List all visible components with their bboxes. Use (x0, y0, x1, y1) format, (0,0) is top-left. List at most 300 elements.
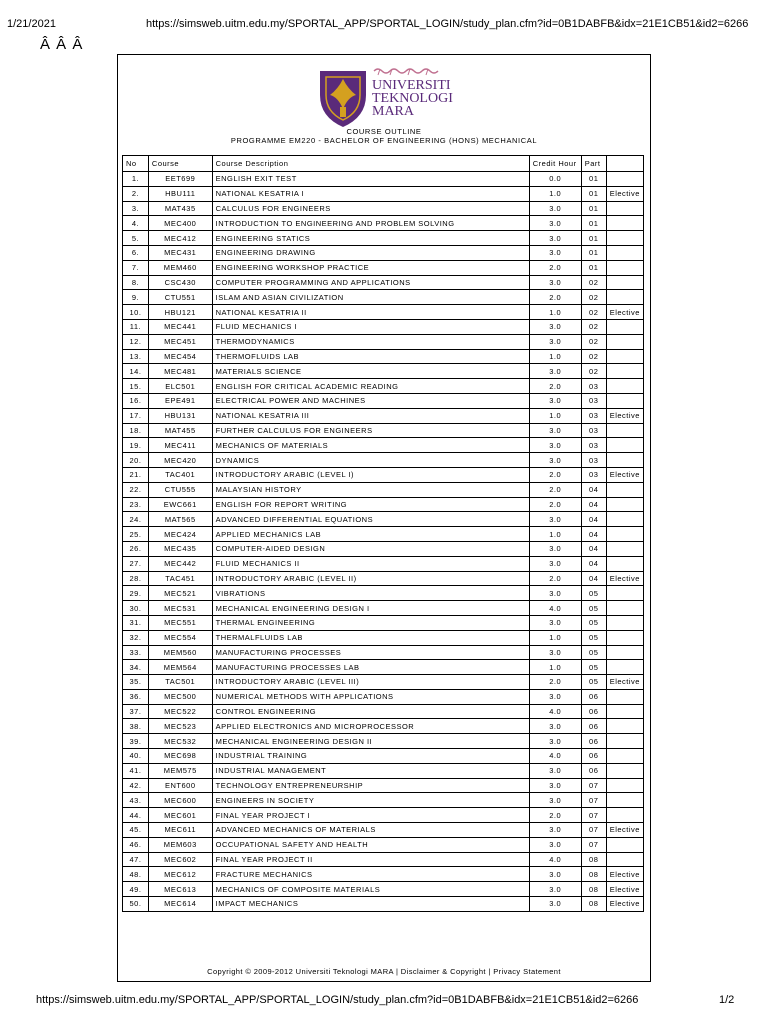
credit-hour: 4.0 (529, 704, 581, 719)
credit-hour: 1.0 (529, 660, 581, 675)
course-description: INTRODUCTORY ARABIC (LEVEL II) (212, 571, 529, 586)
course-description: INDUSTRIAL TRAINING (212, 749, 529, 764)
col-header-course: Course (148, 156, 212, 172)
credit-hour: 1.0 (529, 305, 581, 320)
course-description: CALCULUS FOR ENGINEERS (212, 201, 529, 216)
course-description: ENGLISH FOR CRITICAL ACADEMIC READING (212, 379, 529, 394)
table-row (123, 497, 644, 512)
part: 08 (581, 897, 606, 912)
course-code: MEC523 (148, 719, 212, 734)
elective-tag (606, 393, 643, 408)
elective-tag: Elective (606, 305, 643, 320)
credit-hour: 3.0 (529, 719, 581, 734)
credit-hour: 3.0 (529, 556, 581, 571)
part: 01 (581, 172, 606, 187)
table-row (123, 260, 644, 275)
course-code: MEC612 (148, 867, 212, 882)
elective-tag (606, 334, 643, 349)
part: 08 (581, 852, 606, 867)
page-number: 1/2 (719, 994, 735, 1006)
credit-hour: 3.0 (529, 438, 581, 453)
credit-hour: 3.0 (529, 867, 581, 882)
course-description: ENGINEERING WORKSHOP PRACTICE (212, 260, 529, 275)
part: 04 (581, 497, 606, 512)
row-number: 32. (123, 630, 149, 645)
part: 03 (581, 423, 606, 438)
row-number: 18. (123, 423, 149, 438)
course-code: MEC411 (148, 438, 212, 453)
part: 06 (581, 689, 606, 704)
elective-tag (606, 541, 643, 556)
table-row (123, 793, 644, 808)
row-number: 22. (123, 482, 149, 497)
credit-hour: 3.0 (529, 275, 581, 290)
elective-tag (606, 793, 643, 808)
part: 04 (581, 527, 606, 542)
credit-hour: 2.0 (529, 497, 581, 512)
row-number: 29. (123, 586, 149, 601)
elective-tag (606, 512, 643, 527)
row-number: 26. (123, 541, 149, 556)
row-number: 9. (123, 290, 149, 305)
elective-tag (606, 734, 643, 749)
row-number: 48. (123, 867, 149, 882)
table-row (123, 349, 644, 364)
course-code: MAT565 (148, 512, 212, 527)
course-description: ADVANCED MECHANICS OF MATERIALS (212, 823, 529, 838)
table-row (123, 837, 644, 852)
part: 06 (581, 719, 606, 734)
elective-tag (606, 423, 643, 438)
row-number: 27. (123, 556, 149, 571)
course-code: MEC400 (148, 216, 212, 231)
part: 06 (581, 704, 606, 719)
row-number: 39. (123, 734, 149, 749)
row-number: 21. (123, 467, 149, 482)
course-description: NATIONAL KESATRIA II (212, 305, 529, 320)
table-row (123, 527, 644, 542)
course-description: APPLIED MECHANICS LAB (212, 527, 529, 542)
credit-hour: 3.0 (529, 615, 581, 630)
table-row (123, 453, 644, 468)
part: 08 (581, 867, 606, 882)
elective-tag (606, 852, 643, 867)
table-row (123, 675, 644, 690)
row-number: 44. (123, 808, 149, 823)
course-description: THERMALFLUIDS LAB (212, 630, 529, 645)
course-description: ISLAM AND ASIAN CIVILIZATION (212, 290, 529, 305)
credit-hour: 3.0 (529, 364, 581, 379)
course-code: MEC601 (148, 808, 212, 823)
row-number: 11. (123, 319, 149, 334)
course-code: MEM603 (148, 837, 212, 852)
elective-tag (606, 497, 643, 512)
elective-tag (606, 260, 643, 275)
credit-hour: 3.0 (529, 423, 581, 438)
credit-hour: 3.0 (529, 823, 581, 838)
course-code: MEC531 (148, 601, 212, 616)
table-row (123, 882, 644, 897)
part: 05 (581, 601, 606, 616)
part: 03 (581, 393, 606, 408)
course-code: MEC600 (148, 793, 212, 808)
elective-tag (606, 453, 643, 468)
elective-tag (606, 364, 643, 379)
elective-tag (606, 778, 643, 793)
row-number: 46. (123, 837, 149, 852)
course-description: MALAYSIAN HISTORY (212, 482, 529, 497)
part: 03 (581, 467, 606, 482)
part: 06 (581, 763, 606, 778)
part: 02 (581, 334, 606, 349)
table-row (123, 201, 644, 216)
row-number: 36. (123, 689, 149, 704)
elective-tag (606, 482, 643, 497)
elective-tag (606, 645, 643, 660)
part: 04 (581, 512, 606, 527)
course-code: MEC420 (148, 453, 212, 468)
course-code: MEC435 (148, 541, 212, 556)
course-description: ENGINEERING DRAWING (212, 245, 529, 260)
table-header-row (123, 156, 644, 172)
elective-tag (606, 275, 643, 290)
part: 02 (581, 305, 606, 320)
credit-hour: 2.0 (529, 675, 581, 690)
row-number: 50. (123, 897, 149, 912)
course-description: APPLIED ELECTRONICS AND MICROPROCESSOR (212, 719, 529, 734)
course-description: MANUFACTURING PROCESSES LAB (212, 660, 529, 675)
elective-tag: Elective (606, 897, 643, 912)
course-description: MECHANICAL ENGINEERING DESIGN II (212, 734, 529, 749)
row-number: 20. (123, 453, 149, 468)
course-code: TAC451 (148, 571, 212, 586)
course-description: INTRODUCTORY ARABIC (LEVEL III) (212, 675, 529, 690)
credit-hour: 4.0 (529, 749, 581, 764)
course-code: MEC500 (148, 689, 212, 704)
table-row (123, 719, 644, 734)
row-number: 47. (123, 852, 149, 867)
course-code: ELC501 (148, 379, 212, 394)
course-code: MEC412 (148, 231, 212, 246)
course-description: ENGLISH FOR REPORT WRITING (212, 497, 529, 512)
course-description: NATIONAL KESATRIA I (212, 186, 529, 201)
row-number: 14. (123, 364, 149, 379)
elective-tag (606, 319, 643, 334)
course-code: CTU555 (148, 482, 212, 497)
print-date: 1/21/2021 (7, 18, 56, 30)
credit-hour: 3.0 (529, 645, 581, 660)
course-description: OCCUPATIONAL SAFETY AND HEALTH (212, 837, 529, 852)
part: 05 (581, 660, 606, 675)
table-row (123, 482, 644, 497)
row-number: 16. (123, 393, 149, 408)
course-description: CONTROL ENGINEERING (212, 704, 529, 719)
col-header-part: Part (581, 156, 606, 172)
course-description: NUMERICAL METHODS WITH APPLICATIONS (212, 689, 529, 704)
row-number: 41. (123, 763, 149, 778)
course-code: MAT435 (148, 201, 212, 216)
credit-hour: 2.0 (529, 571, 581, 586)
course-code: MEC602 (148, 852, 212, 867)
table-row (123, 778, 644, 793)
elective-tag: Elective (606, 186, 643, 201)
table-row (123, 275, 644, 290)
row-number: 34. (123, 660, 149, 675)
table-row (123, 660, 644, 675)
part: 07 (581, 793, 606, 808)
elective-tag (606, 290, 643, 305)
credit-hour: 3.0 (529, 245, 581, 260)
credit-hour: 3.0 (529, 897, 581, 912)
elective-tag: Elective (606, 571, 643, 586)
elective-tag (606, 349, 643, 364)
table-row (123, 734, 644, 749)
row-number: 13. (123, 349, 149, 364)
course-code: TAC501 (148, 675, 212, 690)
course-description: MECHANICS OF MATERIALS (212, 438, 529, 453)
course-description: ENGINEERING STATICS (212, 231, 529, 246)
garbled-characters: Â Â Â (40, 36, 84, 53)
course-code: HBU131 (148, 408, 212, 423)
course-code: MEM460 (148, 260, 212, 275)
table-row (123, 601, 644, 616)
credit-hour: 2.0 (529, 482, 581, 497)
table-row (123, 586, 644, 601)
row-number: 7. (123, 260, 149, 275)
course-description: FLUID MECHANICS I (212, 319, 529, 334)
course-description: VIBRATIONS (212, 586, 529, 601)
credit-hour: 3.0 (529, 837, 581, 852)
elective-tag: Elective (606, 823, 643, 838)
row-number: 19. (123, 438, 149, 453)
row-number: 17. (123, 408, 149, 423)
row-number: 35. (123, 675, 149, 690)
row-number: 8. (123, 275, 149, 290)
part: 04 (581, 482, 606, 497)
part: 02 (581, 319, 606, 334)
part: 04 (581, 556, 606, 571)
table-row (123, 615, 644, 630)
row-number: 33. (123, 645, 149, 660)
credit-hour: 3.0 (529, 512, 581, 527)
elective-tag (606, 808, 643, 823)
table-row (123, 897, 644, 912)
table-row (123, 172, 644, 187)
part: 05 (581, 630, 606, 645)
course-code: MEC442 (148, 556, 212, 571)
course-code: MEC614 (148, 897, 212, 912)
elective-tag (606, 586, 643, 601)
credit-hour: 3.0 (529, 689, 581, 704)
row-number: 43. (123, 793, 149, 808)
part: 07 (581, 808, 606, 823)
elective-tag (606, 630, 643, 645)
course-description: INDUSTRIAL MANAGEMENT (212, 763, 529, 778)
part: 06 (581, 749, 606, 764)
table-row (123, 630, 644, 645)
elective-tag: Elective (606, 467, 643, 482)
course-code: MEC613 (148, 882, 212, 897)
part: 07 (581, 778, 606, 793)
part: 02 (581, 349, 606, 364)
course-code: MEC424 (148, 527, 212, 542)
part: 05 (581, 675, 606, 690)
table-row (123, 823, 644, 838)
elective-tag: Elective (606, 882, 643, 897)
copyright-footer: Copyright © 2009-2012 Universiti Teknologi MARA | Disclaimer & Copyright | Privacy Statement (207, 967, 561, 976)
table-row (123, 423, 644, 438)
credit-hour: 2.0 (529, 290, 581, 305)
course-code: HBU111 (148, 186, 212, 201)
col-header-credit-hour: Credit Hour (529, 156, 581, 172)
credit-hour: 1.0 (529, 349, 581, 364)
credit-hour: 3.0 (529, 778, 581, 793)
table-row (123, 541, 644, 556)
row-number: 28. (123, 571, 149, 586)
course-code: MEC441 (148, 319, 212, 334)
part: 07 (581, 837, 606, 852)
course-description: FINAL YEAR PROJECT II (212, 852, 529, 867)
credit-hour: 3.0 (529, 453, 581, 468)
part: 04 (581, 571, 606, 586)
credit-hour: 2.0 (529, 467, 581, 482)
table-row (123, 512, 644, 527)
part: 05 (581, 615, 606, 630)
elective-tag: Elective (606, 408, 643, 423)
course-outline-title: COURSE OUTLINE (346, 127, 422, 136)
part: 01 (581, 245, 606, 260)
programme-title: PROGRAMME EM220 - BACHELOR OF ENGINEERING (HONS) MECHANICAL (230, 136, 538, 145)
course-code: EWC661 (148, 497, 212, 512)
elective-tag (606, 527, 643, 542)
row-number: 42. (123, 778, 149, 793)
course-description: IMPACT MECHANICS (212, 897, 529, 912)
uitm-logo-wordmark: UNIVERSITI TEKNOLOGI MARA (372, 78, 453, 119)
credit-hour: 3.0 (529, 541, 581, 556)
credit-hour: 4.0 (529, 601, 581, 616)
part: 01 (581, 201, 606, 216)
part: 02 (581, 364, 606, 379)
course-code: MEC532 (148, 734, 212, 749)
row-number: 49. (123, 882, 149, 897)
table-row (123, 689, 644, 704)
course-description: FLUID MECHANICS II (212, 556, 529, 571)
elective-tag (606, 216, 643, 231)
credit-hour: 1.0 (529, 630, 581, 645)
course-description: THERMOFLUIDS LAB (212, 349, 529, 364)
elective-tag (606, 201, 643, 216)
elective-tag (606, 660, 643, 675)
course-code: MEC454 (148, 349, 212, 364)
table-row (123, 867, 644, 882)
course-code: MEC451 (148, 334, 212, 349)
course-code: MEM575 (148, 763, 212, 778)
course-code: MEC554 (148, 630, 212, 645)
part: 06 (581, 734, 606, 749)
table-row (123, 231, 644, 246)
course-description: ENGLISH EXIT TEST (212, 172, 529, 187)
course-description: INTRODUCTION TO ENGINEERING AND PROBLEM SOLVING (212, 216, 529, 231)
course-code: MEC521 (148, 586, 212, 601)
course-description: MANUFACTURING PROCESSES (212, 645, 529, 660)
elective-tag (606, 704, 643, 719)
elective-tag (606, 231, 643, 246)
course-table (122, 155, 644, 912)
table-row (123, 334, 644, 349)
credit-hour: 3.0 (529, 319, 581, 334)
credit-hour: 3.0 (529, 734, 581, 749)
course-description: DYNAMICS (212, 453, 529, 468)
table-row (123, 408, 644, 423)
credit-hour: 3.0 (529, 216, 581, 231)
print-url-header: https://simsweb.uitm.edu.my/SPORTAL_APP/SPORTAL_LOGIN/study_plan.cfm?id=0B1DABFB&idx=21E1CB51&id2=6266 (146, 18, 749, 30)
course-code: TAC401 (148, 467, 212, 482)
course-code: HBU121 (148, 305, 212, 320)
row-number: 40. (123, 749, 149, 764)
course-description: COMPUTER PROGRAMMING AND APPLICATIONS (212, 275, 529, 290)
row-number: 15. (123, 379, 149, 394)
part: 02 (581, 290, 606, 305)
part: 04 (581, 541, 606, 556)
course-description: ADVANCED DIFFERENTIAL EQUATIONS (212, 512, 529, 527)
part: 08 (581, 882, 606, 897)
course-code: MEM564 (148, 660, 212, 675)
credit-hour: 4.0 (529, 852, 581, 867)
table-row (123, 763, 644, 778)
table-row (123, 290, 644, 305)
print-url-footer: https://simsweb.uitm.edu.my/SPORTAL_APP/SPORTAL_LOGIN/study_plan.cfm?id=0B1DABFB&idx=21E1CB51&id2=6266 (36, 994, 639, 1006)
credit-hour: 3.0 (529, 586, 581, 601)
elective-tag (606, 601, 643, 616)
part: 05 (581, 586, 606, 601)
part: 01 (581, 231, 606, 246)
course-code: MEC481 (148, 364, 212, 379)
course-code: MEC551 (148, 615, 212, 630)
row-number: 25. (123, 527, 149, 542)
course-code: CSC430 (148, 275, 212, 290)
credit-hour: 2.0 (529, 379, 581, 394)
elective-tag (606, 172, 643, 187)
course-code: MEC522 (148, 704, 212, 719)
elective-tag (606, 379, 643, 394)
row-number: 30. (123, 601, 149, 616)
part: 02 (581, 275, 606, 290)
credit-hour: 3.0 (529, 882, 581, 897)
row-number: 12. (123, 334, 149, 349)
course-description: ELECTRICAL POWER AND MACHINES (212, 393, 529, 408)
course-description: THERMODYNAMICS (212, 334, 529, 349)
elective-tag (606, 689, 643, 704)
credit-hour: 3.0 (529, 334, 581, 349)
table-row (123, 808, 644, 823)
table-row (123, 245, 644, 260)
table-row (123, 305, 644, 320)
course-description: MECHANICAL ENGINEERING DESIGN I (212, 601, 529, 616)
course-description: ENGINEERS IN SOCIETY (212, 793, 529, 808)
elective-tag (606, 245, 643, 260)
course-description: FINAL YEAR PROJECT I (212, 808, 529, 823)
elective-tag (606, 763, 643, 778)
course-description: THERMAL ENGINEERING (212, 615, 529, 630)
row-number: 5. (123, 231, 149, 246)
credit-hour: 3.0 (529, 763, 581, 778)
table-row (123, 216, 644, 231)
part: 01 (581, 216, 606, 231)
part: 01 (581, 260, 606, 275)
table-row (123, 319, 644, 334)
table-row (123, 438, 644, 453)
credit-hour: 3.0 (529, 393, 581, 408)
